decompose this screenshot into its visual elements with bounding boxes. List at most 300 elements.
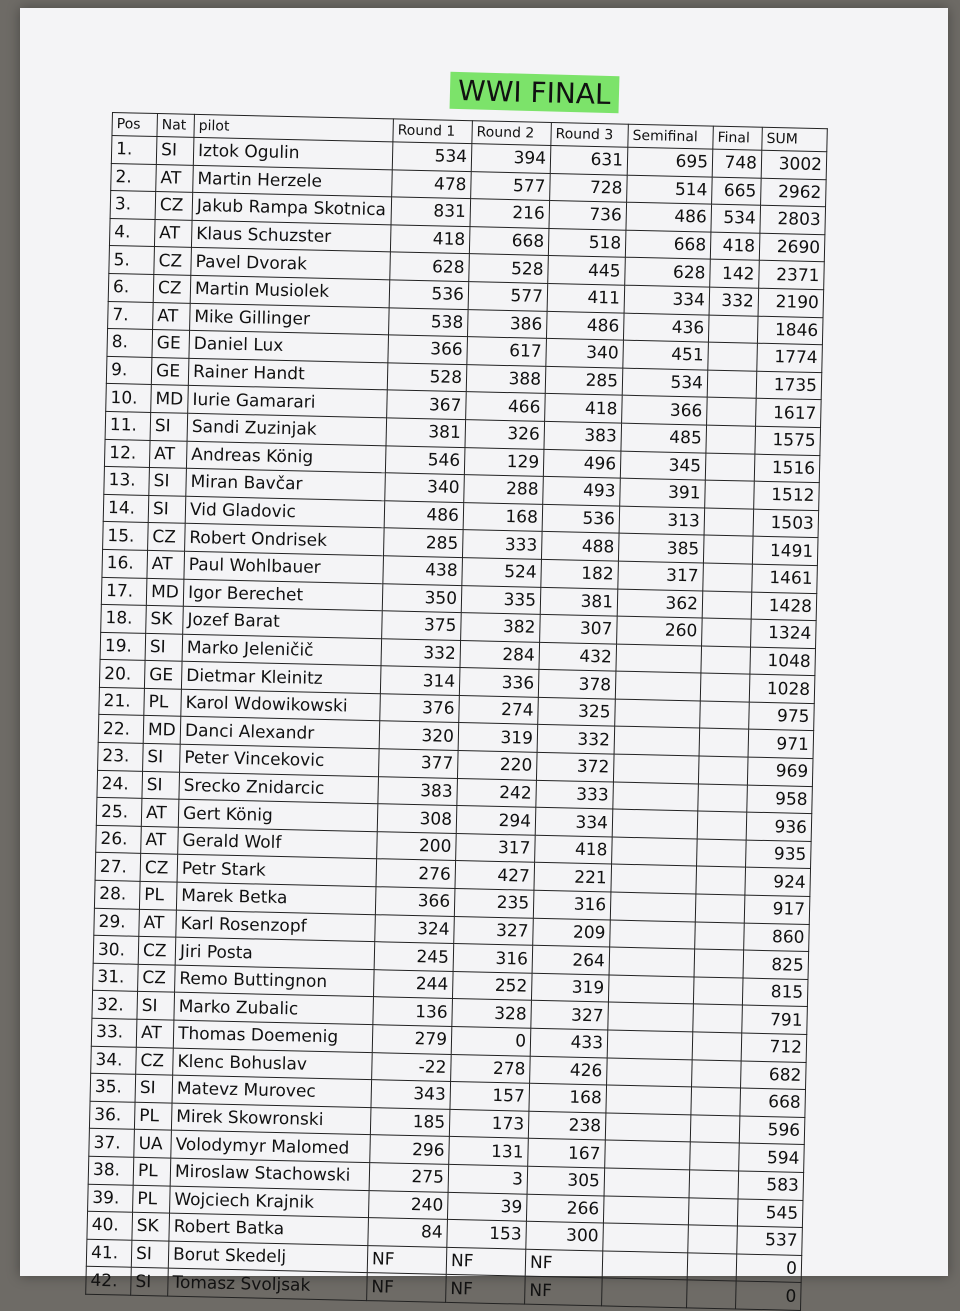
row-pos: 13. xyxy=(104,467,150,496)
row-final xyxy=(688,1197,738,1226)
row-nat: MD xyxy=(151,385,189,413)
row-round-3: 319 xyxy=(531,973,609,1002)
row-round-2: 316 xyxy=(453,944,533,973)
row-sum: 668 xyxy=(740,1088,806,1117)
row-sum: 860 xyxy=(744,923,810,952)
row-pilot: Vid Gladovic xyxy=(185,496,385,528)
row-pilot: Remo Buttingnon xyxy=(175,965,375,997)
row-round-2: 427 xyxy=(455,861,535,890)
row-round-3: NF xyxy=(525,1249,603,1278)
row-pilot: Rainer Handt xyxy=(188,358,388,390)
row-pos: 38. xyxy=(88,1156,134,1185)
row-round-3: 445 xyxy=(548,256,626,285)
row-round-1: 343 xyxy=(371,1080,451,1109)
row-nat: UA xyxy=(134,1130,172,1158)
row-nat: SI xyxy=(150,412,188,440)
row-nat: AT xyxy=(149,440,187,468)
row-round-3: 418 xyxy=(535,835,613,864)
row-nat: CZ xyxy=(136,1047,174,1075)
row-pos: 4. xyxy=(109,218,155,247)
row-sum: 0 xyxy=(736,1254,802,1283)
row-round-3: 631 xyxy=(550,145,628,174)
row-round-3: 381 xyxy=(540,587,618,616)
row-round-1: 376 xyxy=(380,694,460,723)
row-pilot: Klenc Bohuslav xyxy=(173,1048,373,1080)
row-semifinal xyxy=(612,837,698,867)
row-pos: 11. xyxy=(105,411,151,440)
row-sum: 537 xyxy=(737,1226,803,1255)
row-round-3: 332 xyxy=(537,725,615,754)
row-semifinal xyxy=(602,1278,688,1308)
row-nat: SK xyxy=(132,1212,170,1240)
row-semifinal xyxy=(615,699,701,729)
row-pos: 12. xyxy=(104,439,150,468)
row-sum: 1503 xyxy=(753,509,819,538)
row-pos: 7. xyxy=(108,301,154,330)
row-round-1: 340 xyxy=(385,473,465,502)
row-final xyxy=(700,673,750,702)
row-round-3: 426 xyxy=(530,1056,608,1085)
row-sum: 1428 xyxy=(751,592,817,621)
row-semifinal: 534 xyxy=(622,368,708,398)
row-pilot: Daniel Lux xyxy=(189,330,389,362)
row-round-3: 432 xyxy=(539,642,617,671)
row-round-2: 153 xyxy=(447,1220,527,1249)
row-final xyxy=(688,1225,738,1254)
row-sum: 917 xyxy=(744,895,810,924)
row-round-1: 279 xyxy=(372,1025,452,1054)
row-pilot: Peter Vincekovic xyxy=(180,744,380,776)
row-sum: 1491 xyxy=(752,536,818,565)
row-pos: 10. xyxy=(106,384,152,413)
row-round-2: 394 xyxy=(471,144,551,173)
header-pilot: pilot xyxy=(194,114,393,142)
row-round-3: 493 xyxy=(543,477,621,506)
row-semifinal xyxy=(610,892,696,922)
row-round-1: 240 xyxy=(368,1190,448,1219)
row-semifinal: 485 xyxy=(621,423,707,453)
row-final xyxy=(698,756,748,785)
row-nat: GE xyxy=(144,661,182,689)
row-pos: 17. xyxy=(101,577,147,606)
row-nat: PL xyxy=(134,1102,172,1130)
header-pos: Pos xyxy=(112,113,158,137)
row-round-2: NF xyxy=(446,1275,526,1304)
row-semifinal: 514 xyxy=(627,175,713,205)
row-round-1: 546 xyxy=(385,445,465,474)
row-nat: CZ xyxy=(153,274,191,302)
row-semifinal xyxy=(608,1002,694,1032)
row-pilot: Wojciech Krajnik xyxy=(170,1186,370,1218)
row-round-2: 220 xyxy=(457,751,537,780)
header-round-2: Round 2 xyxy=(472,121,552,146)
row-pos: 8. xyxy=(107,329,153,358)
row-pilot: Martin Musiolek xyxy=(190,275,390,307)
row-pilot: Tomasz Svoljsak xyxy=(168,1268,368,1300)
row-pilot: Klaus Schuzster xyxy=(191,220,391,252)
row-round-3: 488 xyxy=(541,532,619,561)
row-final xyxy=(705,453,755,482)
row-semifinal: 486 xyxy=(626,202,712,232)
row-round-3: 305 xyxy=(527,1166,605,1195)
row-final xyxy=(690,1142,740,1171)
row-final xyxy=(696,866,746,895)
row-semifinal: 451 xyxy=(623,340,709,370)
row-round-3: 325 xyxy=(538,697,616,726)
row-pos: 6. xyxy=(108,273,154,302)
row-final xyxy=(694,949,744,978)
row-final xyxy=(689,1170,739,1199)
table-body xyxy=(86,136,827,1311)
row-sum: 924 xyxy=(745,868,811,897)
header-round-3: Round 3 xyxy=(551,122,629,147)
row-semifinal xyxy=(607,1058,693,1088)
row-pilot: Thomas Doemenig xyxy=(173,1020,373,1052)
row-round-3: 264 xyxy=(532,945,610,974)
row-round-1: 276 xyxy=(376,859,456,888)
row-sum: 682 xyxy=(741,1061,807,1090)
row-round-2: 274 xyxy=(459,695,539,724)
row-pilot: Danci Alexandr xyxy=(180,717,380,749)
row-round-2: 386 xyxy=(467,309,547,338)
row-semifinal xyxy=(609,947,695,977)
row-round-1: 314 xyxy=(380,666,460,695)
row-pilot: Iztok Ogulin xyxy=(193,137,393,169)
row-sum: 583 xyxy=(738,1171,804,1200)
row-round-1: 536 xyxy=(389,280,469,309)
row-semifinal xyxy=(608,975,694,1005)
row-round-2: 39 xyxy=(447,1192,527,1221)
row-pilot: Petr Stark xyxy=(177,855,377,887)
row-final: 534 xyxy=(711,204,761,233)
row-pos: 21. xyxy=(99,687,145,716)
row-pilot: Miroslaw Stachowski xyxy=(170,1158,370,1190)
row-round-1: 418 xyxy=(390,225,470,254)
row-sum: 815 xyxy=(742,978,808,1007)
row-pilot: Jakub Rampa Skotnica xyxy=(192,193,392,225)
row-pilot: Volodymyr Malomed xyxy=(171,1130,371,1162)
row-semifinal: 260 xyxy=(617,616,703,646)
row-pilot: Miran Bavčar xyxy=(186,468,386,500)
row-round-2: 0 xyxy=(451,1026,531,1055)
row-round-2: 577 xyxy=(471,171,551,200)
row-round-1: 383 xyxy=(378,776,458,805)
row-pos: 23. xyxy=(98,742,144,771)
row-pos: 39. xyxy=(88,1184,134,1213)
row-round-2: 294 xyxy=(456,806,536,835)
row-pos: 42. xyxy=(86,1267,132,1296)
row-pos: 32. xyxy=(92,991,138,1020)
row-pilot: Dietmar Kleinitz xyxy=(181,662,381,694)
row-final xyxy=(702,591,752,620)
row-round-2: 252 xyxy=(452,971,532,1000)
row-pos: 1. xyxy=(111,136,157,165)
row-pos: 15. xyxy=(103,522,149,551)
row-sum: 2371 xyxy=(759,261,825,290)
row-semifinal: 628 xyxy=(625,258,711,288)
row-sum: 1048 xyxy=(750,647,816,676)
row-round-1: 285 xyxy=(384,528,464,557)
row-round-3: 736 xyxy=(549,201,627,230)
row-round-3: 316 xyxy=(533,890,611,919)
row-nat: AT xyxy=(139,909,177,937)
row-sum: 958 xyxy=(747,785,813,814)
row-pos: 27. xyxy=(95,853,141,882)
row-final xyxy=(699,728,749,757)
row-round-3: 411 xyxy=(547,283,625,312)
row-pos: 2. xyxy=(111,163,157,192)
row-round-1: 350 xyxy=(382,583,462,612)
row-pilot: Jiri Posta xyxy=(175,937,375,969)
row-pilot: Matevz Murovec xyxy=(172,1075,372,1107)
row-semifinal xyxy=(603,1223,689,1253)
row-round-2: 173 xyxy=(449,1109,529,1138)
row-pilot: Jozef Barat xyxy=(183,606,383,638)
row-semifinal xyxy=(605,1113,691,1143)
row-round-3: 340 xyxy=(546,339,624,368)
row-nat: SK xyxy=(146,605,184,633)
row-pilot: Marko Zubalic xyxy=(174,993,374,1025)
row-final xyxy=(706,425,756,454)
row-semifinal: 391 xyxy=(620,478,706,508)
row-pilot: Martin Herzele xyxy=(193,165,393,197)
row-sum: 3002 xyxy=(761,150,827,179)
row-semifinal: 695 xyxy=(627,147,713,177)
row-semifinal: 385 xyxy=(618,533,704,563)
row-sum: 791 xyxy=(742,1005,808,1034)
row-nat: AT xyxy=(136,1019,174,1047)
row-sum: 1324 xyxy=(751,619,817,648)
row-round-1: 534 xyxy=(392,142,472,171)
row-round-2: 466 xyxy=(466,392,546,421)
row-sum: 594 xyxy=(739,1143,805,1172)
row-round-3: 536 xyxy=(542,504,620,533)
row-round-3: NF xyxy=(525,1277,603,1306)
row-final xyxy=(693,1004,743,1033)
row-round-3: 327 xyxy=(531,1001,609,1030)
row-pos: 22. xyxy=(98,715,144,744)
row-round-3: 486 xyxy=(546,311,624,340)
row-round-1: 136 xyxy=(373,997,453,1026)
row-nat: CZ xyxy=(138,937,176,965)
row-nat: AT xyxy=(141,799,179,827)
row-round-2: 284 xyxy=(460,640,540,669)
row-round-2: 388 xyxy=(466,364,546,393)
row-round-1: 296 xyxy=(370,1135,450,1164)
row-final xyxy=(695,894,745,923)
row-round-1: 486 xyxy=(384,501,464,530)
row-pilot: Srecko Znidarcic xyxy=(179,772,379,804)
row-semifinal: 317 xyxy=(618,561,704,591)
row-pos: 35. xyxy=(90,1073,136,1102)
row-round-2: 242 xyxy=(457,778,537,807)
row-final xyxy=(687,1280,737,1309)
row-round-1: NF xyxy=(367,1273,447,1302)
row-nat: CZ xyxy=(138,964,176,992)
row-semifinal xyxy=(612,809,698,839)
row-sum: 825 xyxy=(743,950,809,979)
row-pos: 14. xyxy=(103,494,149,523)
row-round-1: 324 xyxy=(375,914,455,943)
row-round-2: 326 xyxy=(465,420,545,449)
row-pos: 36. xyxy=(89,1101,135,1130)
row-round-2: 317 xyxy=(456,833,536,862)
row-round-2: 524 xyxy=(462,557,542,586)
row-round-1: 628 xyxy=(390,252,470,281)
row-nat: PL xyxy=(139,881,177,909)
row-pos: 29. xyxy=(94,908,140,937)
row-round-3: 333 xyxy=(536,780,614,809)
row-nat: AT xyxy=(141,826,179,854)
row-round-3: 182 xyxy=(541,559,619,588)
row-pos: 24. xyxy=(97,770,143,799)
row-nat: AT xyxy=(154,219,192,247)
row-sum: 935 xyxy=(746,840,812,869)
row-final xyxy=(703,535,753,564)
row-round-3: 383 xyxy=(544,421,622,450)
row-sum: 1575 xyxy=(755,426,821,455)
row-semifinal: 436 xyxy=(623,313,709,343)
row-round-1: 831 xyxy=(391,197,471,226)
row-round-1: 200 xyxy=(377,832,457,861)
row-sum: 975 xyxy=(749,702,815,731)
row-sum: 1617 xyxy=(756,399,822,428)
row-sum: 545 xyxy=(737,1199,803,1228)
row-semifinal xyxy=(605,1140,691,1170)
row-round-2: 327 xyxy=(454,916,534,945)
row-round-1: 332 xyxy=(381,638,461,667)
header-semifinal: Semifinal xyxy=(628,124,713,149)
row-pilot: Mirek Skowronski xyxy=(171,1103,371,1135)
row-round-1: -22 xyxy=(372,1052,452,1081)
row-pos: 34. xyxy=(91,1046,137,1075)
row-nat: SI xyxy=(149,468,187,496)
row-round-1: 528 xyxy=(387,363,467,392)
row-round-2: 333 xyxy=(462,530,542,559)
row-semifinal xyxy=(602,1251,688,1281)
row-round-3: 238 xyxy=(528,1111,606,1140)
row-round-3: 167 xyxy=(528,1139,606,1168)
row-final xyxy=(690,1115,740,1144)
row-final xyxy=(707,370,757,399)
row-final: 332 xyxy=(709,287,759,316)
row-round-3: 334 xyxy=(535,808,613,837)
row-final xyxy=(703,563,753,592)
row-round-1: 438 xyxy=(383,556,463,585)
row-round-3: 221 xyxy=(534,863,612,892)
row-semifinal: 668 xyxy=(625,230,711,260)
row-semifinal: 334 xyxy=(624,285,710,315)
row-pos: 28. xyxy=(94,880,140,909)
row-pilot: Mike Gillinger xyxy=(190,303,390,335)
row-pos: 16. xyxy=(102,549,148,578)
row-round-3: 378 xyxy=(538,670,616,699)
row-sum: 969 xyxy=(747,757,813,786)
header-nat: Nat xyxy=(157,114,195,138)
row-pos: 33. xyxy=(91,1018,137,1047)
row-final xyxy=(700,701,750,730)
row-round-1: 320 xyxy=(379,721,459,750)
row-pos: 31. xyxy=(93,963,139,992)
row-pilot: Sandi Zuzinjak xyxy=(187,413,387,445)
row-sum: 2690 xyxy=(759,233,825,262)
row-round-1: 308 xyxy=(377,804,457,833)
row-round-3: 418 xyxy=(545,394,623,423)
row-round-1: 367 xyxy=(387,390,467,419)
row-sum: 0 xyxy=(736,1281,802,1310)
row-semifinal: 313 xyxy=(619,506,705,536)
row-nat: MD xyxy=(146,578,184,606)
row-nat: AT xyxy=(153,302,191,330)
row-round-1: NF xyxy=(367,1245,447,1274)
row-sum: 712 xyxy=(741,1033,807,1062)
row-sum: 1774 xyxy=(757,343,823,372)
row-final xyxy=(697,811,747,840)
row-round-2: 168 xyxy=(463,502,543,531)
row-pilot: Marko Jeleničič xyxy=(182,634,382,666)
row-pilot: Borut Skedelj xyxy=(168,1241,368,1273)
row-round-2: 129 xyxy=(464,447,544,476)
row-pos: 18. xyxy=(101,604,147,633)
row-round-3: 168 xyxy=(529,1083,607,1112)
row-pos: 37. xyxy=(89,1129,135,1158)
results-table xyxy=(85,112,828,1311)
row-nat: SI xyxy=(142,771,180,799)
header-round-1: Round 1 xyxy=(393,119,473,144)
row-round-2: 328 xyxy=(452,999,532,1028)
row-nat: SI xyxy=(143,743,181,771)
row-pos: 25. xyxy=(96,798,142,827)
row-final xyxy=(697,839,747,868)
row-round-2: 336 xyxy=(459,668,539,697)
row-pilot: Iurie Gamarari xyxy=(188,386,388,418)
row-sum: 1028 xyxy=(749,674,815,703)
row-round-1: 244 xyxy=(373,969,453,998)
row-round-2: 617 xyxy=(467,337,547,366)
row-round-1: 366 xyxy=(388,335,468,364)
row-pilot: Pavel Dvorak xyxy=(191,248,391,280)
row-nat: SI xyxy=(131,1268,169,1296)
row-sum: 936 xyxy=(746,812,812,841)
row-round-2: 319 xyxy=(458,723,538,752)
row-sum: 2803 xyxy=(760,205,826,234)
row-round-1: 381 xyxy=(386,418,466,447)
row-round-2: 668 xyxy=(469,226,549,255)
row-round-1: 478 xyxy=(392,169,472,198)
row-round-2: 278 xyxy=(451,1054,531,1083)
row-sum: 596 xyxy=(739,1116,805,1145)
row-final: 748 xyxy=(712,149,762,178)
row-pos: 41. xyxy=(86,1239,132,1268)
row-semifinal xyxy=(613,754,699,784)
row-round-3: 518 xyxy=(548,228,626,257)
row-nat: SI xyxy=(156,137,194,165)
row-semifinal xyxy=(610,920,696,950)
row-nat: PL xyxy=(144,688,182,716)
row-round-3: 728 xyxy=(550,173,628,202)
row-round-2: 131 xyxy=(449,1137,529,1166)
row-round-2: 577 xyxy=(468,282,548,311)
row-pilot: Gert König xyxy=(178,799,378,831)
row-pos: 30. xyxy=(93,936,139,965)
row-nat: PL xyxy=(133,1185,171,1213)
row-round-1: 375 xyxy=(382,611,462,640)
row-round-1: 275 xyxy=(369,1163,449,1192)
row-final: 418 xyxy=(710,232,760,261)
row-pilot: Igor Berechet xyxy=(183,579,383,611)
row-round-2: 3 xyxy=(448,1164,528,1193)
row-sum: 1846 xyxy=(757,316,823,345)
